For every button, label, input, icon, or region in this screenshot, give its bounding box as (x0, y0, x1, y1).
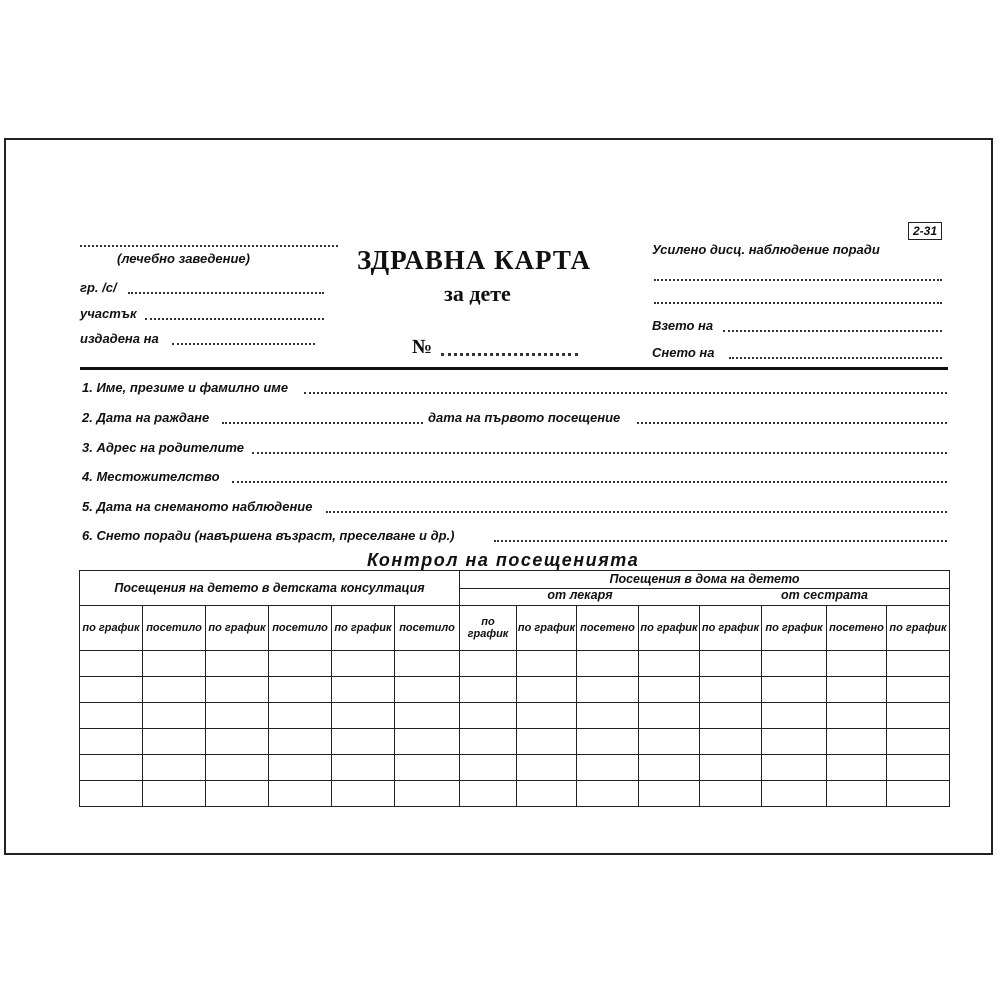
visit-cell[interactable] (460, 703, 517, 729)
visit-row (80, 677, 950, 703)
visit-cell[interactable] (269, 781, 332, 807)
col-scheduled: по график (206, 606, 269, 651)
col-scheduled: по график (332, 606, 395, 651)
visits-table (79, 570, 950, 807)
visit-cell[interactable] (143, 651, 206, 677)
visit-cell[interactable] (577, 703, 639, 729)
field-2b-input[interactable] (637, 422, 947, 424)
visit-row (80, 703, 950, 729)
nurse-header: от сестрата (700, 588, 949, 601)
visit-cell[interactable] (80, 729, 143, 755)
visit-cell[interactable] (827, 729, 887, 755)
visit-cell[interactable] (887, 755, 950, 781)
visit-row (80, 781, 950, 807)
visit-cell[interactable] (80, 703, 143, 729)
visit-cell[interactable] (332, 651, 395, 677)
field-2-input[interactable] (222, 422, 423, 424)
visit-cell[interactable] (269, 755, 332, 781)
col-visited: посетило (143, 606, 206, 651)
taken-field[interactable] (723, 330, 942, 332)
visit-cell[interactable] (460, 755, 517, 781)
reinforced-label: Усилено дисц. наблюдение поради (652, 242, 880, 257)
field-2b-label: дата на първото посещение (428, 410, 621, 425)
field-6-input[interactable] (494, 540, 947, 542)
visit-cell[interactable] (639, 651, 700, 677)
visit-cell[interactable] (517, 781, 577, 807)
visit-cell[interactable] (762, 677, 827, 703)
visit-cell[interactable] (700, 729, 762, 755)
visit-cell[interactable] (143, 781, 206, 807)
form-subtitle: за дете (444, 281, 511, 306)
removed-field[interactable] (729, 357, 942, 359)
issued-field[interactable] (172, 343, 315, 345)
field-5-input[interactable] (326, 511, 947, 513)
visit-cell[interactable] (395, 755, 460, 781)
visit-cell[interactable] (639, 703, 700, 729)
field-2-label: 2. Дата на раждане (82, 410, 210, 425)
visit-cell[interactable] (762, 729, 827, 755)
field-4-input[interactable] (232, 481, 947, 483)
visit-cell[interactable] (762, 781, 827, 807)
field-3-label: 3. Адрес на родителите (82, 440, 245, 455)
institution-field[interactable] (80, 245, 338, 247)
visit-cell[interactable] (517, 703, 577, 729)
visit-cell[interactable] (639, 781, 700, 807)
visit-cell[interactable] (206, 651, 269, 677)
visit-cell[interactable] (887, 729, 950, 755)
visit-cell[interactable] (206, 729, 269, 755)
visit-cell[interactable] (762, 755, 827, 781)
taken-label: Взето на (652, 318, 714, 333)
header-divider (80, 367, 948, 370)
col-scheduled: по график (700, 606, 762, 651)
form-code-badge: 2-31 (908, 222, 942, 240)
col-scheduled: по график (517, 606, 577, 651)
visit-cell[interactable] (206, 755, 269, 781)
visit-cell[interactable] (332, 703, 395, 729)
visit-cell[interactable] (143, 755, 206, 781)
visit-cell[interactable] (827, 755, 887, 781)
visit-cell[interactable] (577, 677, 639, 703)
city-field[interactable] (128, 292, 324, 294)
visit-cell[interactable] (517, 651, 577, 677)
field-1-label: 1. Име, презиме и фамилно име (82, 380, 289, 395)
consult-header: Посещения на детето в детската консултация (80, 571, 460, 606)
number-label: № (412, 336, 433, 358)
visit-cell[interactable] (395, 703, 460, 729)
visit-cell[interactable] (80, 677, 143, 703)
visit-cell[interactable] (332, 729, 395, 755)
visit-cell[interactable] (80, 651, 143, 677)
doctor-header: от лекаря (460, 588, 700, 601)
visit-cell[interactable] (460, 781, 517, 807)
visit-cell[interactable] (639, 677, 700, 703)
visit-cell[interactable] (762, 651, 827, 677)
visit-cell[interactable] (206, 781, 269, 807)
field-4-label: 4. Местожителство (82, 469, 220, 484)
visit-cell[interactable] (577, 755, 639, 781)
visit-cell[interactable] (700, 755, 762, 781)
visit-cell[interactable] (517, 729, 577, 755)
visits-section-title: Контрол на посещенията (367, 550, 640, 570)
col-scheduled: по график (80, 606, 143, 651)
visit-cell[interactable] (143, 677, 206, 703)
visit-cell[interactable] (577, 651, 639, 677)
visit-cell[interactable] (332, 755, 395, 781)
visit-cell[interactable] (395, 729, 460, 755)
visit-cell[interactable] (80, 755, 143, 781)
col-visited-home: посетено (827, 606, 887, 651)
field-3-input[interactable] (252, 452, 947, 454)
visit-cell[interactable] (269, 651, 332, 677)
visit-cell[interactable] (269, 729, 332, 755)
visit-row (80, 755, 950, 781)
col-visited-home: посетено (577, 606, 639, 651)
removed-label: Снето на (652, 345, 715, 360)
visit-cell[interactable] (700, 703, 762, 729)
visit-cell[interactable] (577, 781, 639, 807)
home-header: Посещения в дома на детето (609, 572, 800, 586)
number-field[interactable] (441, 353, 578, 356)
district-field[interactable] (145, 318, 324, 320)
col-visited: посетило (395, 606, 460, 651)
visit-cell[interactable] (639, 755, 700, 781)
issued-label: издадена на (80, 331, 159, 346)
field-5-label: 5. Дата на снеманото наблюдение (82, 499, 313, 514)
visit-cell[interactable] (887, 703, 950, 729)
visit-cell[interactable] (395, 677, 460, 703)
home-header-cell (460, 571, 950, 606)
reinforced-field-1[interactable] (654, 279, 942, 281)
visit-cell[interactable] (827, 651, 887, 677)
visit-row (80, 651, 950, 677)
visit-cell[interactable] (887, 651, 950, 677)
visit-cell[interactable] (577, 729, 639, 755)
visit-cell[interactable] (269, 703, 332, 729)
visit-cell[interactable] (700, 781, 762, 807)
field-1-input[interactable] (304, 392, 947, 394)
col-scheduled: по график (639, 606, 700, 651)
visit-cell[interactable] (762, 703, 827, 729)
visit-cell[interactable] (332, 781, 395, 807)
visit-cell[interactable] (700, 677, 762, 703)
visit-cell[interactable] (206, 703, 269, 729)
col-scheduled: по график (887, 606, 950, 651)
visit-cell[interactable] (639, 729, 700, 755)
visit-cell[interactable] (887, 781, 950, 807)
visit-cell[interactable] (332, 677, 395, 703)
visit-row (80, 729, 950, 755)
visit-cell[interactable] (395, 781, 460, 807)
col-visited: посетило (269, 606, 332, 651)
col-scheduled: по график (762, 606, 827, 651)
field-6-label: 6. Снето поради (навършена възраст, преселване и др.) (82, 528, 455, 543)
visit-cell[interactable] (887, 677, 950, 703)
visit-cell[interactable] (460, 729, 517, 755)
visit-cell[interactable] (80, 781, 143, 807)
visit-cell[interactable] (269, 677, 332, 703)
form-title: ЗДРАВНА КАРТА (357, 245, 592, 275)
visit-cell[interactable] (395, 651, 460, 677)
district-label: участък (80, 306, 137, 321)
institution-label: (лечебно заведение) (117, 251, 250, 266)
visit-cell[interactable] (460, 651, 517, 677)
visit-cell[interactable] (827, 677, 887, 703)
visit-cell[interactable] (206, 677, 269, 703)
col-scheduled: по график (460, 606, 517, 651)
visit-cell[interactable] (517, 677, 577, 703)
visit-cell[interactable] (700, 651, 762, 677)
visit-cell[interactable] (143, 703, 206, 729)
visit-cell[interactable] (517, 755, 577, 781)
visit-cell[interactable] (460, 677, 517, 703)
city-label: гр. /с/ (80, 280, 117, 295)
visit-cell[interactable] (827, 781, 887, 807)
visit-cell[interactable] (143, 729, 206, 755)
reinforced-field-2[interactable] (654, 302, 942, 304)
visit-cell[interactable] (827, 703, 887, 729)
